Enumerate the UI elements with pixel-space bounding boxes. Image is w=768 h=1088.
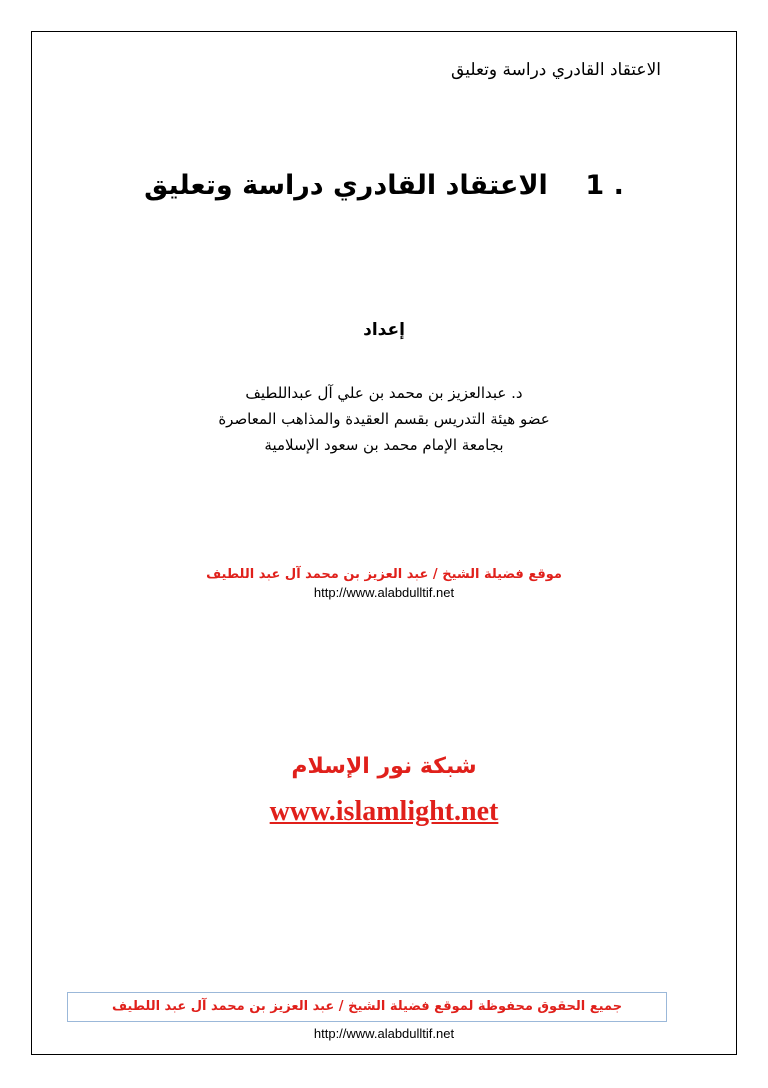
prepared-by-label: إعداد [363,320,405,340]
title-number: 1 . [585,170,624,201]
site-name: موقع فضيلة الشيخ / عبد العزيز بن محمد آل عبد اللطيف [206,567,562,582]
site-url-link[interactable]: http://www.alabdulltif.net [313,585,455,600]
author-block [32,380,736,458]
author-position: عضو هيئة التدريس بقسم العقيدة والمذاهب المعاصرة [218,410,550,428]
title-text: الاعتقاد القادري دراسة وتعليق [144,170,548,201]
document-page [31,31,737,1055]
running-header-title: الاعتقاد القادري دراسة وتعليق [451,60,661,80]
network-url-link[interactable]: www.islamlight.net [269,796,499,827]
author-name: د. عبدالعزيز بن محمد بن علي آل عبداللطيف [245,384,523,402]
author-university: بجامعة الإمام محمد بن سعود الإسلامية [264,436,504,454]
page-title [32,170,736,201]
network-name: شبكة نور الإسلام [291,754,477,779]
footer-rights-box: جميع الحقوق محفوظة لموقع فضيلة الشيخ / عبد العزيز بن محمد آل عبد اللطيف [67,992,667,1022]
footer-url-link[interactable]: http://www.alabdulltif.net [313,1026,455,1041]
